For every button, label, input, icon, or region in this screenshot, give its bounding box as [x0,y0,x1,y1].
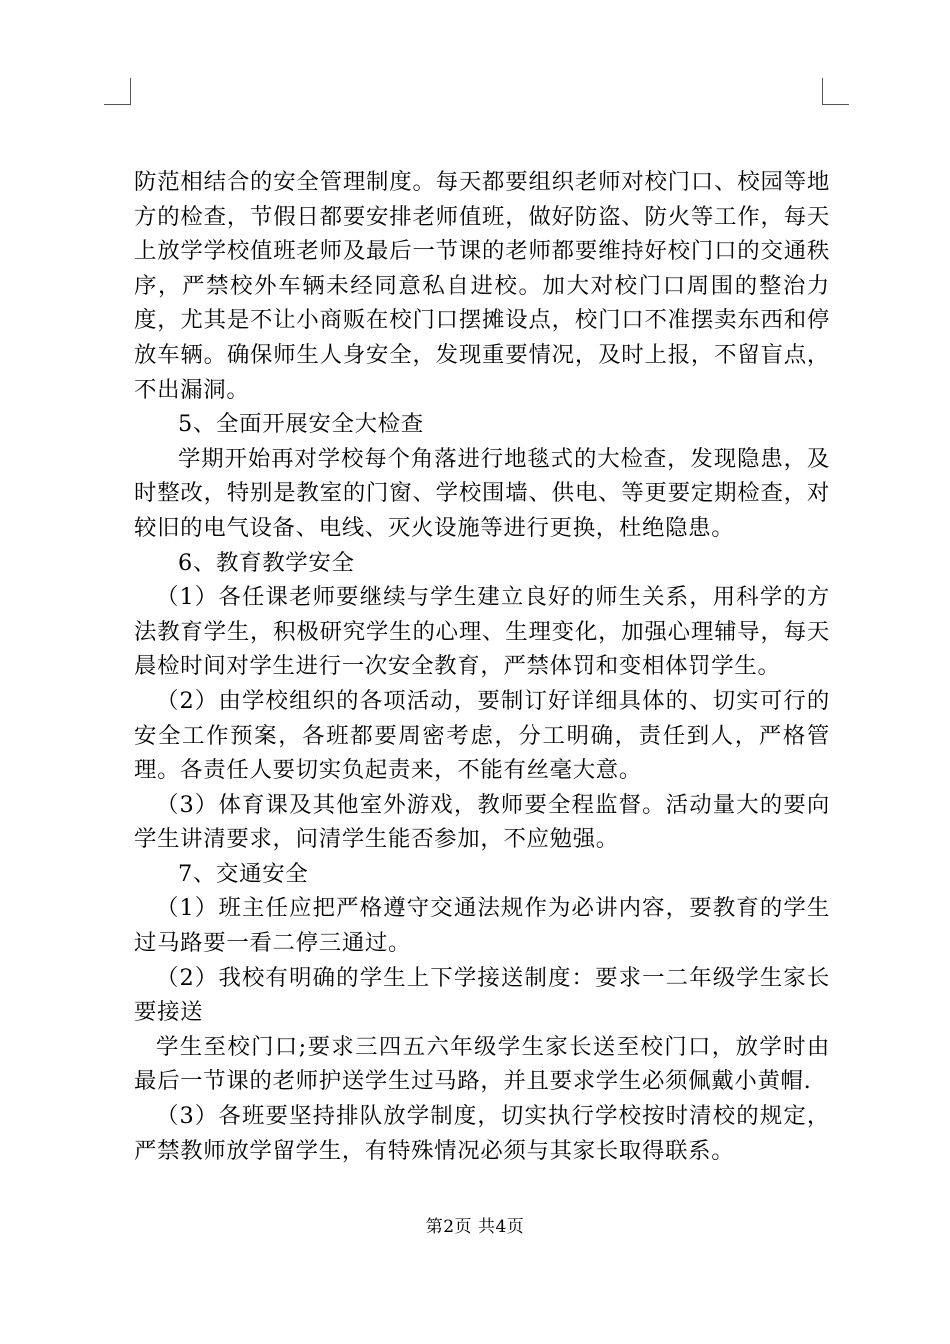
paragraph-7: （2）我校有明确的学生上下学接送制度：要求一二年级学生家长要接送 [134,964,830,1026]
section-heading-6: 6、教育教学安全 [178,549,355,576]
paragraph-4: （2）由学校组织的各项活动，要制订好详细具体的、切实可行的安全工作预案，各班都要周密考虑，分工明确，责任到人，严格管理。各责任人要切实负起责来，不能有丝毫大意。 [134,687,830,784]
page-number-footer: 第2页 共4页 [425,1217,525,1237]
crop-mark-top-left [104,78,131,105]
document-body [134,165,830,1168]
paragraph-3: （1）各任课老师要继续与学生建立良好的师生关系，用科学的方法教育学生，积极研究学生的心理、生理变化，加强心理辅导，每天晨检时间对学生进行一次安全教育，严禁体罚和变相体罚学生。 [134,584,830,680]
crop-mark-top-right [822,78,849,105]
paragraph-5: （3）体育课及其他室外游戏，教师要全程监督。活动量大的要向学生讲清要求，问清学生能否参加，不应勉强。 [134,791,830,853]
paragraph-8: 学生至校门口;要求三四五六年级学生家长送至校门口，放学时由最后一节课的老师护送学生过马路，并且要求学生必须佩戴小黄帽. [134,1033,830,1095]
section-heading-7: 7、交通安全 [178,860,309,887]
paragraph-2: 学期开始再对学校每个角落进行地毯式的大检查，发现隐患，及时整改，特别是教室的门窗、学校围墙、供电、等更要定期检查，对较旧的电气设备、电线、灭火设施等进行更换，杜绝隐患。 [134,445,830,541]
section-heading-5: 5、全面开展安全大检查 [178,411,424,438]
paragraph-9: （3）各班要坚持排队放学制度，切实执行学校按时清校的规定，严禁教师放学留学生，有特殊情况必须与其家长取得联系。 [134,1103,830,1164]
paragraph-6: （1）班主任应把严格遵守交通法规作为必讲内容，要教育的学生过马路要一看二停三通过。 [134,895,830,957]
paragraph-1: 防范相结合的安全管理制度。每天都要组织老师对校门口、校园等地方的检查，节假日都要安排老师值班，做好防盗、防火等工作，每天上放学学校值班老师及最后一节课的老师都要维持好校门口的交通秩序，严禁校外车辆未经同意私自进校。加大对校门口周围的整治力度，尤其是不让小商贩在校门口摆摊设点，校门口不准摆卖东西和停放车辆。确保师生人身安全，发现重要情况，及时上报，不留盲点，不出漏洞。 [134,169,830,403]
